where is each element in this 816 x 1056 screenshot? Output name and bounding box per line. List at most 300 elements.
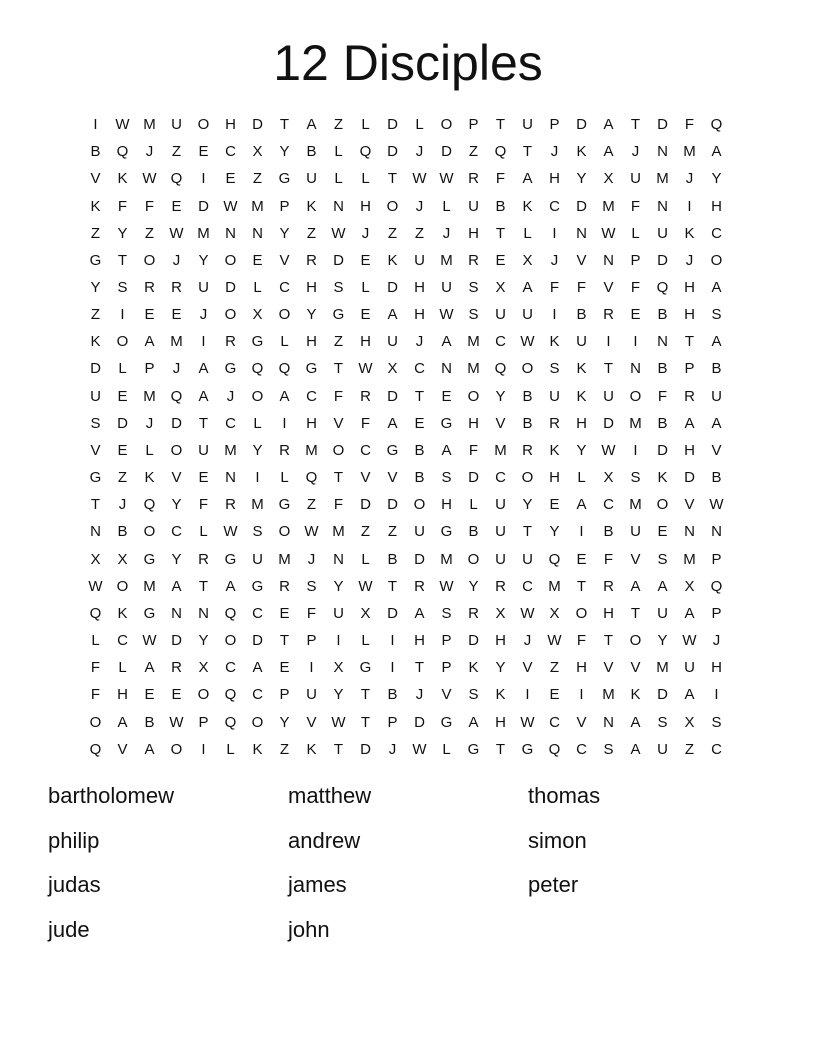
grid-letter[interactable]: K [576, 143, 587, 161]
grid-letter[interactable]: N [630, 360, 641, 378]
grid-letter[interactable]: D [225, 279, 236, 297]
grid-letter[interactable]: F [198, 496, 209, 514]
grid-letter[interactable]: Q [89, 604, 102, 622]
grid-letter[interactable]: K [117, 170, 128, 188]
grid-letter[interactable]: P [630, 251, 641, 269]
grid-letter[interactable]: U [657, 224, 668, 242]
grid-letter[interactable]: S [468, 306, 479, 324]
grid-letter[interactable]: C [576, 740, 587, 758]
grid-letter[interactable]: V [333, 414, 344, 432]
grid-letter[interactable]: J [307, 550, 316, 568]
grid-letter[interactable]: I [390, 659, 395, 677]
grid-letter[interactable]: O [386, 197, 399, 215]
grid-letter[interactable]: F [333, 387, 344, 405]
grid-letter[interactable]: H [360, 197, 371, 215]
grid-letter[interactable]: V [603, 279, 614, 297]
grid-letter[interactable]: R [279, 441, 290, 459]
grid-letter[interactable]: Z [90, 306, 101, 324]
grid-letter[interactable]: U [684, 659, 695, 677]
grid-letter[interactable]: U [252, 550, 263, 568]
grid-letter[interactable]: O [656, 496, 669, 514]
grid-letter[interactable]: A [468, 713, 479, 731]
grid-letter[interactable]: M [683, 143, 696, 161]
grid-letter[interactable]: S [549, 360, 560, 378]
grid-letter[interactable]: H [468, 224, 479, 242]
grid-letter[interactable]: S [657, 550, 668, 568]
grid-letter[interactable]: I [93, 116, 98, 134]
grid-letter[interactable]: E [414, 414, 425, 432]
grid-letter[interactable]: Z [144, 224, 155, 242]
grid-letter[interactable]: O [251, 387, 264, 405]
grid-letter[interactable]: I [255, 469, 260, 487]
grid-letter[interactable]: O [278, 523, 291, 541]
grid-letter[interactable]: B [576, 306, 587, 324]
grid-letter[interactable]: Z [387, 523, 398, 541]
grid-letter[interactable]: D [387, 116, 398, 134]
grid-letter[interactable]: I [687, 197, 692, 215]
grid-letter[interactable]: T [495, 116, 506, 134]
grid-letter[interactable]: A [117, 713, 128, 731]
grid-letter[interactable]: M [629, 496, 642, 514]
grid-letter[interactable]: T [333, 360, 344, 378]
grid-letter[interactable]: D [117, 414, 128, 432]
grid-letter[interactable]: E [360, 251, 371, 269]
grid-letter[interactable]: F [333, 496, 344, 514]
grid-letter[interactable]: J [712, 632, 721, 650]
grid-letter[interactable]: P [279, 197, 290, 215]
grid-letter[interactable]: U [657, 604, 668, 622]
grid-letter[interactable]: B [414, 469, 425, 487]
grid-letter[interactable]: Y [306, 306, 317, 324]
grid-letter[interactable]: E [657, 523, 668, 541]
grid-letter[interactable]: Y [333, 686, 344, 704]
grid-letter[interactable]: H [684, 279, 695, 297]
grid-letter[interactable]: L [118, 360, 127, 378]
grid-letter[interactable]: K [522, 197, 533, 215]
grid-letter[interactable]: P [468, 116, 479, 134]
grid-letter[interactable]: R [414, 577, 425, 595]
grid-letter[interactable]: P [711, 550, 722, 568]
grid-letter[interactable]: L [469, 496, 478, 514]
grid-letter[interactable]: D [414, 550, 425, 568]
grid-letter[interactable]: F [603, 550, 614, 568]
grid-letter[interactable]: I [390, 632, 395, 650]
grid-letter[interactable]: I [201, 170, 206, 188]
grid-letter[interactable]: V [603, 659, 614, 677]
grid-letter[interactable]: U [522, 116, 533, 134]
grid-letter[interactable]: C [549, 713, 560, 731]
grid-letter[interactable]: K [468, 659, 479, 677]
grid-letter[interactable]: U [495, 523, 506, 541]
grid-letter[interactable]: R [549, 414, 560, 432]
grid-letter[interactable]: C [414, 360, 425, 378]
grid-letter[interactable]: Y [495, 387, 506, 405]
grid-letter[interactable]: H [117, 686, 128, 704]
grid-letter[interactable]: U [522, 306, 533, 324]
grid-letter[interactable]: S [252, 523, 263, 541]
grid-letter[interactable]: G [521, 740, 534, 758]
grid-letter[interactable]: Z [90, 224, 101, 242]
grid-letter[interactable]: S [630, 469, 641, 487]
grid-letter[interactable]: A [657, 577, 668, 595]
grid-letter[interactable]: Y [279, 713, 290, 731]
grid-letter[interactable]: C [252, 604, 263, 622]
grid-letter[interactable]: Q [170, 170, 183, 188]
grid-letter[interactable]: D [603, 414, 614, 432]
grid-letter[interactable]: A [144, 659, 155, 677]
grid-letter[interactable]: R [468, 170, 479, 188]
grid-letter[interactable]: I [552, 224, 557, 242]
grid-letter[interactable]: J [442, 224, 451, 242]
grid-letter[interactable]: W [358, 360, 373, 378]
grid-letter[interactable]: D [441, 143, 452, 161]
grid-letter[interactable]: E [117, 441, 128, 459]
grid-letter[interactable]: H [549, 170, 560, 188]
grid-letter[interactable]: C [225, 659, 236, 677]
grid-letter[interactable]: D [90, 360, 101, 378]
grid-letter[interactable]: N [90, 523, 101, 541]
grid-letter[interactable]: W [142, 170, 157, 188]
grid-letter[interactable]: U [198, 441, 209, 459]
grid-letter[interactable]: I [579, 686, 584, 704]
grid-letter[interactable]: H [684, 306, 695, 324]
grid-letter[interactable]: Q [656, 279, 669, 297]
grid-letter[interactable]: R [225, 333, 236, 351]
grid-letter[interactable]: H [495, 632, 506, 650]
grid-letter[interactable]: S [441, 604, 452, 622]
grid-letter[interactable]: A [576, 496, 587, 514]
grid-letter[interactable]: W [520, 333, 535, 351]
grid-letter[interactable]: K [117, 604, 128, 622]
grid-letter[interactable]: T [495, 740, 506, 758]
grid-letter[interactable]: H [576, 659, 587, 677]
grid-letter[interactable]: G [143, 604, 156, 622]
grid-letter[interactable]: V [576, 251, 587, 269]
grid-letter[interactable]: O [251, 713, 264, 731]
grid-letter[interactable]: A [306, 116, 317, 134]
grid-letter[interactable]: R [171, 659, 182, 677]
grid-letter[interactable]: X [198, 659, 209, 677]
grid-letter[interactable]: P [198, 713, 209, 731]
grid-letter[interactable]: B [144, 713, 155, 731]
grid-letter[interactable]: C [225, 143, 236, 161]
grid-letter[interactable]: T [279, 116, 290, 134]
grid-letter[interactable]: N [657, 197, 668, 215]
grid-letter[interactable]: U [414, 251, 425, 269]
grid-letter[interactable]: O [224, 306, 237, 324]
grid-letter[interactable]: J [631, 143, 640, 161]
grid-letter[interactable]: G [332, 306, 345, 324]
grid-letter[interactable]: X [684, 713, 695, 731]
grid-letter[interactable]: F [576, 632, 587, 650]
grid-letter[interactable]: J [415, 143, 424, 161]
grid-letter[interactable]: D [576, 197, 587, 215]
grid-letter[interactable]: R [198, 550, 209, 568]
grid-letter[interactable]: D [360, 740, 371, 758]
grid-letter[interactable]: O [170, 740, 183, 758]
grid-letter[interactable]: S [711, 306, 722, 324]
grid-letter[interactable]: Y [495, 659, 506, 677]
grid-letter[interactable]: Q [278, 360, 291, 378]
grid-letter[interactable]: S [657, 713, 668, 731]
grid-letter[interactable]: B [387, 686, 398, 704]
grid-letter[interactable]: U [549, 387, 560, 405]
grid-letter[interactable]: H [414, 632, 425, 650]
grid-letter[interactable]: O [197, 686, 210, 704]
grid-letter[interactable]: N [198, 604, 209, 622]
grid-letter[interactable]: D [252, 116, 263, 134]
grid-letter[interactable]: C [306, 387, 317, 405]
grid-letter[interactable]: E [225, 170, 236, 188]
grid-letter[interactable]: F [630, 197, 641, 215]
grid-letter[interactable]: A [414, 604, 425, 622]
grid-letter[interactable]: S [117, 279, 128, 297]
grid-letter[interactable]: U [441, 279, 452, 297]
grid-letter[interactable]: C [522, 577, 533, 595]
grid-letter[interactable]: F [630, 279, 641, 297]
grid-letter[interactable]: L [442, 740, 451, 758]
grid-letter[interactable]: B [657, 360, 668, 378]
grid-letter[interactable]: T [387, 170, 398, 188]
grid-letter[interactable]: A [630, 713, 641, 731]
grid-letter[interactable]: I [120, 306, 125, 324]
grid-letter[interactable]: M [305, 441, 318, 459]
grid-letter[interactable]: S [333, 279, 344, 297]
grid-letter[interactable]: H [468, 414, 479, 432]
grid-letter[interactable]: I [579, 523, 584, 541]
grid-letter[interactable]: N [657, 143, 668, 161]
grid-letter[interactable]: X [522, 251, 533, 269]
grid-letter[interactable]: Y [198, 251, 209, 269]
grid-letter[interactable]: Q [224, 604, 237, 622]
grid-letter[interactable]: K [90, 333, 101, 351]
grid-letter[interactable]: W [709, 496, 724, 514]
grid-letter[interactable]: O [629, 387, 642, 405]
grid-letter[interactable]: U [711, 387, 722, 405]
grid-letter[interactable]: Q [89, 740, 102, 758]
grid-letter[interactable]: M [467, 333, 480, 351]
grid-letter[interactable]: E [630, 306, 641, 324]
grid-letter[interactable]: U [198, 279, 209, 297]
grid-letter[interactable]: Q [305, 469, 318, 487]
grid-letter[interactable]: K [252, 740, 263, 758]
grid-letter[interactable]: O [89, 713, 102, 731]
grid-letter[interactable]: F [684, 116, 695, 134]
grid-letter[interactable]: F [144, 197, 155, 215]
grid-letter[interactable]: P [306, 632, 317, 650]
grid-letter[interactable]: B [657, 306, 668, 324]
grid-letter[interactable]: C [360, 441, 371, 459]
grid-letter[interactable]: M [143, 577, 156, 595]
grid-letter[interactable]: E [360, 306, 371, 324]
grid-letter[interactable]: M [332, 523, 345, 541]
grid-letter[interactable]: P [144, 360, 155, 378]
grid-letter[interactable]: K [630, 686, 641, 704]
grid-letter[interactable]: O [710, 251, 723, 269]
grid-letter[interactable]: G [440, 523, 453, 541]
grid-letter[interactable]: G [89, 251, 102, 269]
grid-letter[interactable]: E [441, 387, 452, 405]
grid-letter[interactable]: N [684, 523, 695, 541]
grid-letter[interactable]: L [280, 333, 289, 351]
grid-letter[interactable]: E [117, 387, 128, 405]
grid-letter[interactable]: W [547, 632, 562, 650]
grid-letter[interactable]: B [117, 523, 128, 541]
grid-letter[interactable]: D [387, 387, 398, 405]
grid-letter[interactable]: G [278, 170, 291, 188]
grid-letter[interactable]: Z [414, 224, 425, 242]
grid-letter[interactable]: A [441, 333, 452, 351]
grid-letter[interactable]: M [143, 116, 156, 134]
grid-letter[interactable]: C [225, 414, 236, 432]
grid-letter[interactable]: R [468, 604, 479, 622]
grid-letter[interactable]: T [576, 577, 587, 595]
grid-letter[interactable]: K [144, 469, 155, 487]
grid-letter[interactable]: T [522, 523, 533, 541]
grid-letter[interactable]: G [359, 659, 372, 677]
grid-letter[interactable]: T [414, 387, 425, 405]
grid-letter[interactable]: L [523, 224, 532, 242]
grid-letter[interactable]: L [91, 632, 100, 650]
grid-letter[interactable]: Y [171, 550, 182, 568]
grid-letter[interactable]: W [304, 523, 319, 541]
grid-letter[interactable]: T [495, 224, 506, 242]
grid-letter[interactable]: Y [468, 577, 479, 595]
grid-letter[interactable]: G [224, 550, 237, 568]
grid-letter[interactable]: T [117, 251, 128, 269]
grid-letter[interactable]: N [576, 224, 587, 242]
grid-letter[interactable]: O [278, 306, 291, 324]
grid-letter[interactable]: M [548, 577, 561, 595]
grid-letter[interactable]: V [630, 659, 641, 677]
grid-letter[interactable]: A [711, 333, 722, 351]
grid-letter[interactable]: V [171, 469, 182, 487]
grid-letter[interactable]: U [495, 550, 506, 568]
grid-letter[interactable]: E [252, 251, 263, 269]
grid-letter[interactable]: H [495, 713, 506, 731]
grid-letter[interactable]: D [387, 279, 398, 297]
grid-letter[interactable]: M [602, 197, 615, 215]
grid-letter[interactable]: G [251, 333, 264, 351]
grid-letter[interactable]: A [252, 659, 263, 677]
grid-letter[interactable]: B [468, 523, 479, 541]
grid-letter[interactable]: D [387, 604, 398, 622]
grid-letter[interactable]: X [90, 550, 101, 568]
grid-letter[interactable]: Q [224, 713, 237, 731]
grid-letter[interactable]: W [520, 604, 535, 622]
grid-letter[interactable]: Q [494, 143, 507, 161]
grid-letter[interactable]: O [521, 360, 534, 378]
grid-letter[interactable]: I [309, 659, 314, 677]
grid-letter[interactable]: H [306, 333, 317, 351]
grid-letter[interactable]: B [657, 414, 668, 432]
grid-letter[interactable]: D [171, 414, 182, 432]
grid-letter[interactable]: W [682, 632, 697, 650]
grid-letter[interactable]: G [278, 496, 291, 514]
grid-letter[interactable]: O [467, 387, 480, 405]
grid-letter[interactable]: V [306, 713, 317, 731]
grid-letter[interactable]: M [251, 496, 264, 514]
grid-letter[interactable]: Y [711, 170, 722, 188]
grid-letter[interactable]: O [629, 632, 642, 650]
grid-letter[interactable]: J [145, 414, 154, 432]
grid-letter[interactable]: C [252, 686, 263, 704]
grid-letter[interactable]: O [116, 577, 129, 595]
grid-letter[interactable]: T [198, 577, 209, 595]
grid-letter[interactable]: S [441, 469, 452, 487]
grid-letter[interactable]: U [657, 740, 668, 758]
grid-letter[interactable]: Z [468, 143, 479, 161]
grid-letter[interactable]: R [603, 577, 614, 595]
grid-letter[interactable]: J [685, 170, 694, 188]
grid-letter[interactable]: L [253, 279, 262, 297]
grid-letter[interactable]: G [143, 550, 156, 568]
grid-letter[interactable]: A [441, 441, 452, 459]
grid-letter[interactable]: G [440, 414, 453, 432]
grid-letter[interactable]: T [603, 632, 614, 650]
grid-letter[interactable]: Y [657, 632, 668, 650]
grid-letter[interactable]: U [306, 170, 317, 188]
grid-letter[interactable]: A [225, 577, 236, 595]
grid-letter[interactable]: E [549, 496, 560, 514]
grid-letter[interactable]: A [711, 279, 722, 297]
grid-letter[interactable]: M [170, 333, 183, 351]
grid-letter[interactable]: Q [143, 496, 156, 514]
grid-letter[interactable]: X [117, 550, 128, 568]
grid-letter[interactable]: V [441, 686, 452, 704]
grid-letter[interactable]: V [117, 740, 128, 758]
grid-letter[interactable]: J [172, 360, 181, 378]
grid-letter[interactable]: B [414, 441, 425, 459]
grid-letter[interactable]: F [360, 414, 371, 432]
grid-letter[interactable]: H [306, 414, 317, 432]
grid-letter[interactable]: X [603, 170, 614, 188]
grid-letter[interactable]: I [525, 686, 530, 704]
grid-letter[interactable]: T [90, 496, 101, 514]
grid-letter[interactable]: C [279, 279, 290, 297]
grid-letter[interactable]: T [333, 469, 344, 487]
grid-letter[interactable]: L [226, 740, 235, 758]
grid-letter[interactable]: E [576, 550, 587, 568]
grid-letter[interactable]: E [549, 686, 560, 704]
grid-letter[interactable]: L [253, 414, 262, 432]
grid-letter[interactable]: N [225, 224, 236, 242]
grid-letter[interactable]: S [603, 740, 614, 758]
grid-letter[interactable]: L [361, 632, 370, 650]
grid-letter[interactable]: W [412, 170, 427, 188]
grid-letter[interactable]: M [278, 550, 291, 568]
grid-letter[interactable]: D [684, 469, 695, 487]
grid-letter[interactable]: B [495, 197, 506, 215]
grid-letter[interactable]: C [495, 469, 506, 487]
grid-letter[interactable]: O [224, 251, 237, 269]
grid-letter[interactable]: O [575, 604, 588, 622]
grid-letter[interactable]: G [224, 360, 237, 378]
grid-letter[interactable]: N [711, 523, 722, 541]
grid-letter[interactable]: A [630, 740, 641, 758]
grid-letter[interactable]: M [494, 441, 507, 459]
grid-letter[interactable]: D [387, 143, 398, 161]
grid-letter[interactable]: E [144, 306, 155, 324]
grid-letter[interactable]: U [522, 550, 533, 568]
grid-letter[interactable]: Z [117, 469, 128, 487]
grid-letter[interactable]: Z [171, 143, 182, 161]
grid-letter[interactable]: Y [522, 496, 533, 514]
grid-letter[interactable]: M [629, 414, 642, 432]
grid-letter[interactable]: E [279, 604, 290, 622]
grid-letter[interactable]: D [387, 496, 398, 514]
grid-letter[interactable]: Z [549, 659, 560, 677]
